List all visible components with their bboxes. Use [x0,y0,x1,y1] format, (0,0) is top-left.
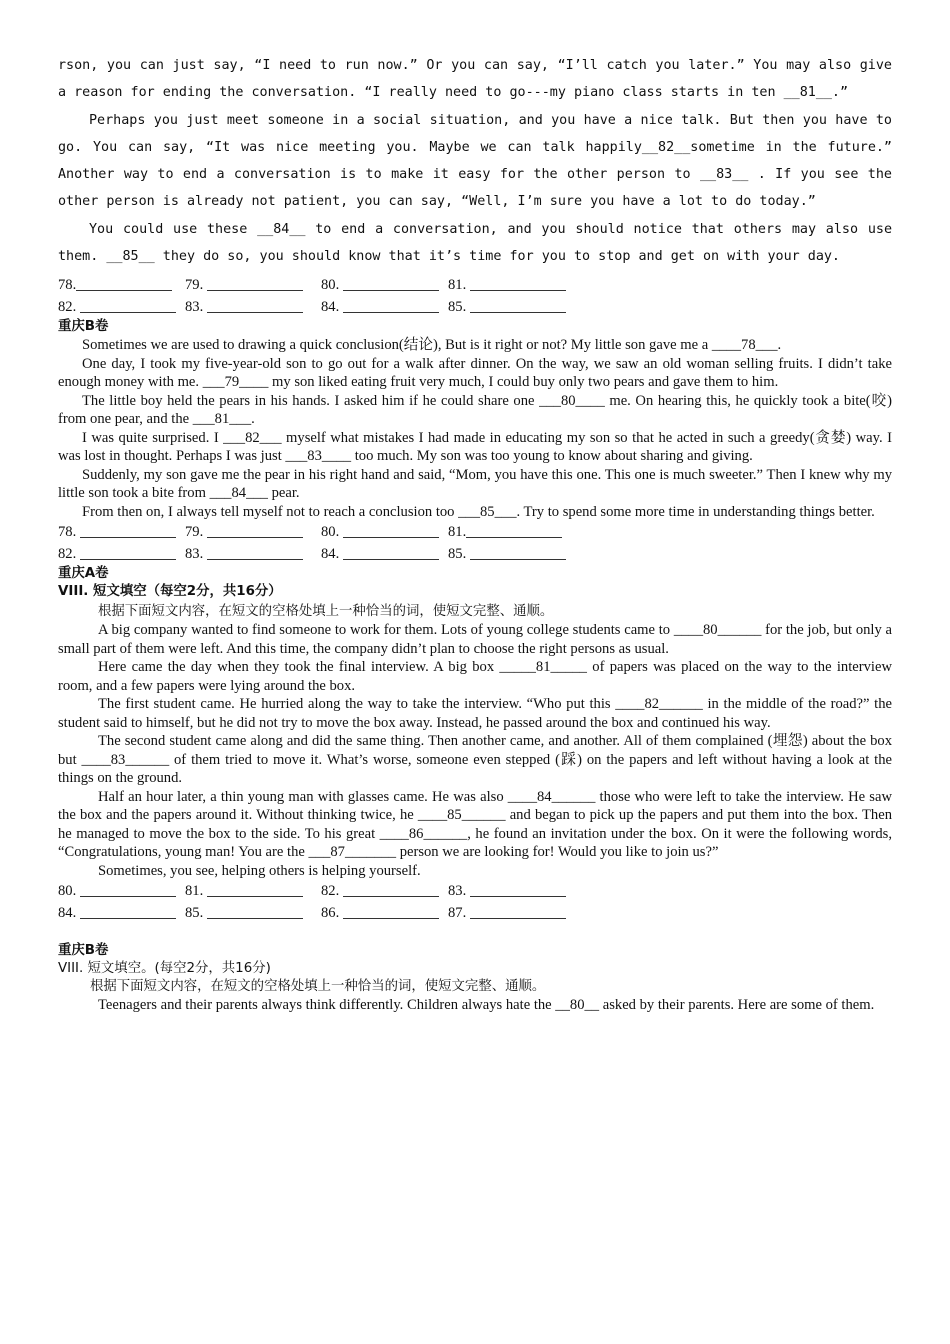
answer-item: 85. [448,296,566,318]
passage-pears [58,336,892,521]
passage-ending-conversation [58,52,892,270]
answer-row [58,296,892,318]
answer-row [58,902,892,924]
passage-paragraph: You could use these __84__ to end a conversation, and you should notice that others may also use them. __85__ they do so, you should know that it’s time for you to stop and get on with your day. [58,221,892,265]
answer-item: 83. [185,296,321,318]
passage-paragraph: From then on, I always tell myself not to reach a conclusion too ___85___. Try to spend some more time in understanding things better. [82,503,875,520]
passage-teenagers [58,996,892,1015]
answer-line[interactable] [80,545,176,560]
instruction: 根据下面短文内容，在短文的空格处填上一种恰当的词，使短文完整、通顺。 [98,604,554,620]
answer-row [58,274,892,296]
passage-paragraph: Sometimes, you see, helping others is helping yourself. [98,862,421,879]
answer-item: 84. [58,902,185,924]
passage-paragraph: Half an hour later, a thin young man with glasses came. He was also ____84______ those who were left to take the interview. He saw the box and the papers around it. Without thinking twice, he ____85______ and began to pick up the papers and put them into the box. Then he managed to move the box to the side. To his great ____86______, he found an invitation under the box. On it were the following words, “Congratulations, young man! You are the ___87_______ person we are looking for! Would you like to join us?” [58,788,892,861]
answer-item: 84. [321,296,448,318]
instruction: 根据下面短文内容，在短文的空格处填上一种恰当的词，使短文完整、通顺。 [90,979,546,995]
answer-line[interactable] [80,298,176,313]
answer-item: 81. [185,880,321,902]
answer-row [58,880,892,902]
answer-item: 85. [185,902,321,924]
passage-paragraph: Sometimes we are used to drawing a quick conclusion(结论), But is it right or not? My little son gave me a ____78___. [82,337,782,354]
answer-line[interactable] [343,298,439,313]
answer-item: 84. [321,543,448,565]
answer-line[interactable] [207,545,303,560]
answer-item: 80. [321,274,448,296]
answer-line[interactable] [343,545,439,560]
section-subtitle: VIII. 短文填空（每空2分，共16分） [58,584,282,600]
answer-item: 81. [448,274,566,296]
passage-paragraph: Teenagers and their parents always think differently. Children always hate the __80__ asked by their parents. Here are some of them. [98,997,875,1014]
passage-paragraph: One day, I took my five-year-old son to go out for a walk after dinner. On the way, we saw an old woman selling fruits. I didn’t take enough money with me. ___79____ my son liked eating fruit very much, I could buy only two pears and gave them to him. [58,355,892,391]
answer-item: 80. [321,521,448,543]
answer-item: 83. [448,880,566,902]
answer-item: 86. [321,902,448,924]
answer-item: 78. [58,274,185,296]
answer-line[interactable] [470,904,566,919]
passage-box [58,621,892,880]
section-title: 重庆B卷 [58,319,109,335]
passage-paragraph: The first student came. He hurried along the way to take the interview. “Who put this ____82______ in the middle of the road?” the student said to himself, but he did not try to move the box away. Instead, he passed around the box and continued his way. [58,696,892,731]
answer-item: 79. [185,274,321,296]
answer-blanks-1 [58,274,892,318]
answer-line[interactable] [470,298,566,313]
answer-line[interactable] [207,298,303,313]
answer-blanks-2 [58,521,892,565]
answer-item: 83. [185,543,321,565]
answer-line[interactable] [80,523,176,538]
answer-blanks-3 [58,880,892,924]
passage-paragraph: The little boy held the pears in his hands. I asked him if he could share one ___80____ me. On hearing this, he quickly took a bite(咬) from one pear, and the ___81___. [58,392,892,428]
answer-line[interactable] [470,545,566,560]
answer-line[interactable] [207,276,303,291]
answer-row [58,543,892,565]
passage-paragraph: Perhaps you just meet someone in a social situation, and you have a nice talk. But then you have to go. You can say, “It was nice meeting you. Maybe we can talk happily__82__sometime in the future.” Another way to end a conversation is to make it easy for the other person to __83__ . If you see the other person is already not patient, you can say, “Well, I’m sure you have a lot to do today.” [58,112,892,210]
answer-item: 82. [58,543,185,565]
answer-line[interactable] [80,882,176,897]
passage-paragraph: Here came the day when they took the final interview. A big box _____81_____ of papers was placed on the way to the interview room, and a few papers were lying around the box. [58,659,892,694]
answer-item: 79. [185,521,321,543]
passage-paragraph: The second student came along and did the same thing. Then another came, and another. All of them complained (埋怨) about the box but ____83______ of them tried to move it. What’s worse, someone even stepped (踩) on the papers and left without having a look at the things on the ground. [58,733,892,787]
answer-line[interactable] [343,882,439,897]
answer-line[interactable] [470,882,566,897]
answer-line[interactable] [466,523,562,538]
answer-line[interactable] [207,904,303,919]
answer-line[interactable] [470,276,566,291]
answer-item: 80. [58,880,185,902]
answer-line[interactable] [207,523,303,538]
answer-row [58,521,892,543]
document-page [58,52,892,1015]
answer-line[interactable] [343,904,439,919]
section-subtitle: VIII. 短文填空。(每空2分，共16分) [58,961,271,977]
answer-item: 87. [448,902,566,924]
answer-line[interactable] [207,882,303,897]
answer-line[interactable] [343,523,439,538]
answer-line[interactable] [76,276,172,291]
passage-paragraph: rson, you can just say, “I need to run now.” Or you can say, “I’ll catch you later.” You may also give a reason for ending the conversation. “I really need to go---my piano class starts in ten __81__.” [58,58,892,101]
answer-item: 82. [58,296,185,318]
section-title: 重庆A卷 [58,566,109,582]
answer-item: 78. [58,521,185,543]
answer-line[interactable] [343,276,439,291]
answer-item: 85. [448,543,566,565]
section-title: 重庆B卷 [58,943,109,959]
answer-item: 82. [321,880,448,902]
answer-line[interactable] [80,904,176,919]
answer-item: 81. [448,521,562,543]
passage-paragraph: Suddenly, my son gave me the pear in his right hand and said, “Mom, you have this one. This one is much sweeter.” Then I knew why my little son took a bite from ___84___ pear. [58,466,892,502]
passage-paragraph: A big company wanted to find someone to work for them. Lots of young college students came to ____80______ for the job, but only a small part of them were left. And this time, the company didn’t plan to choose the right persons as usual. [58,622,892,657]
passage-paragraph: I was quite surprised. I ___82___ myself what mistakes I had made in educating my son so that he acted in such a greedy(贪婪) way. I was lost in thought. Perhaps I was just ___83____ too much. My son was too young to know about sharing and giving. [58,429,892,465]
